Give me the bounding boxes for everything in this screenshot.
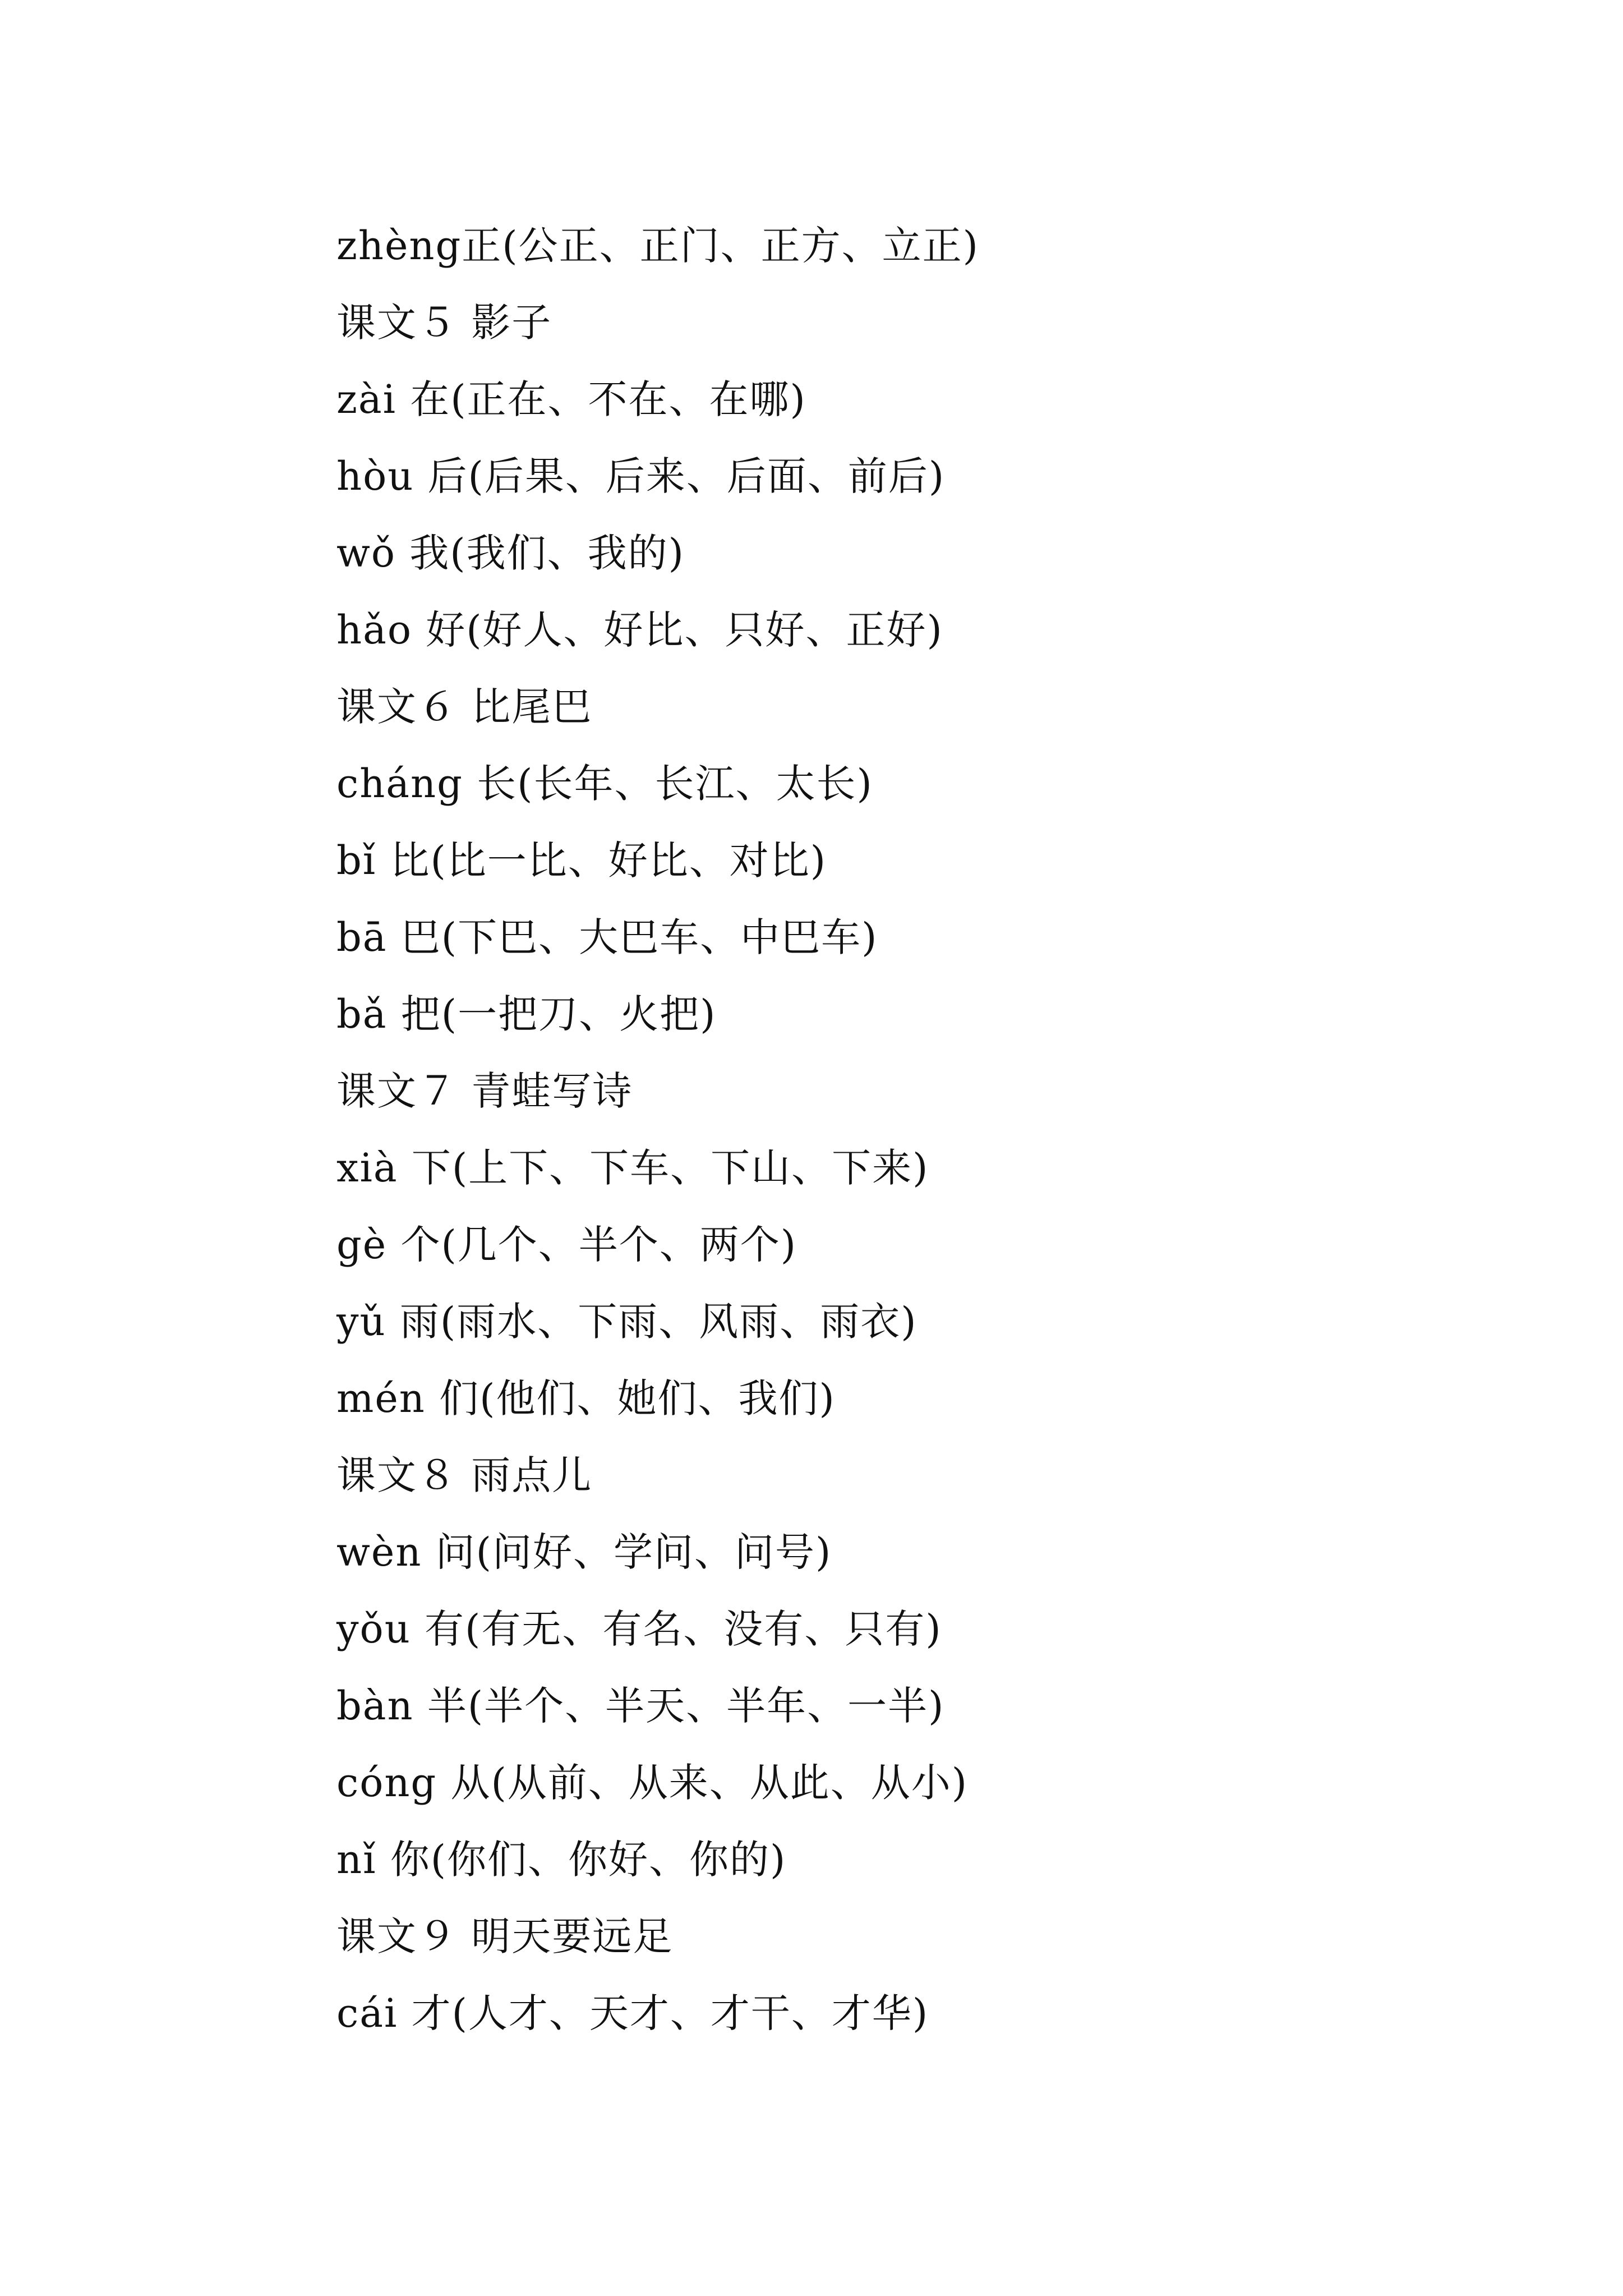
vocab-entry-chang: cháng 长(长年、长江、太长) bbox=[336, 761, 873, 807]
vocab-entry-wo: wǒ 我(我们、我的) bbox=[336, 530, 685, 576]
lesson-heading-7: 课文７ 青蛙写诗 bbox=[336, 1068, 633, 1114]
vocabulary-list bbox=[336, 208, 1514, 2052]
vocab-entry-ba3: bǎ 把(一把刀、火把) bbox=[336, 991, 717, 1037]
vocab-entry-yu: yǔ 雨(雨水、下雨、风雨、雨衣) bbox=[336, 1299, 917, 1345]
vocab-entry-cong: cóng 从(从前、从来、从此、从小) bbox=[336, 1760, 969, 1806]
lesson-heading-6: 课文６ 比尾巴 bbox=[336, 684, 593, 730]
vocab-entry-bi: bǐ 比(比一比、好比、对比) bbox=[336, 838, 827, 884]
lesson-heading-5: 课文５ 影子 bbox=[336, 300, 552, 346]
vocab-entry-hao: hǎo 好(好人、好比、只好、正好) bbox=[336, 607, 943, 653]
vocab-entry-ge: gè 个(几个、半个、两个) bbox=[336, 1222, 797, 1268]
vocab-entry-ni: nǐ 你(你们、你好、你的) bbox=[336, 1837, 787, 1883]
vocab-entry-hou: hòu 后(后果、后来、后面、前后) bbox=[336, 453, 946, 499]
vocab-entry-cai: cái 才(人才、天才、才干、才华) bbox=[336, 1990, 929, 2036]
vocab-entry-ban: bàn 半(半个、半天、半年、一半) bbox=[336, 1683, 945, 1729]
lesson-heading-8: 课文８ 雨点儿 bbox=[336, 1452, 593, 1498]
vocab-entry-you: yǒu 有(有无、有名、没有、只有) bbox=[336, 1606, 942, 1652]
vocab-entry-wen: wèn 问(问好、学问、问号) bbox=[336, 1529, 832, 1575]
vocab-entry-xia: xià 下(上下、下车、下山、下来) bbox=[336, 1145, 929, 1191]
vocab-entry-men: mén 们(他们、她们、我们) bbox=[336, 1375, 836, 1421]
vocab-entry-zheng: zhèng正(公正、正门、正方、立正) bbox=[336, 223, 979, 269]
vocab-entry-zai: zài 在(正在、不在、在哪) bbox=[336, 376, 806, 422]
vocab-entry-ba1: bā 巴(下巴、大巴车、中巴车) bbox=[336, 914, 878, 960]
lesson-heading-9: 课文９ 明天要远足 bbox=[336, 1913, 674, 1959]
